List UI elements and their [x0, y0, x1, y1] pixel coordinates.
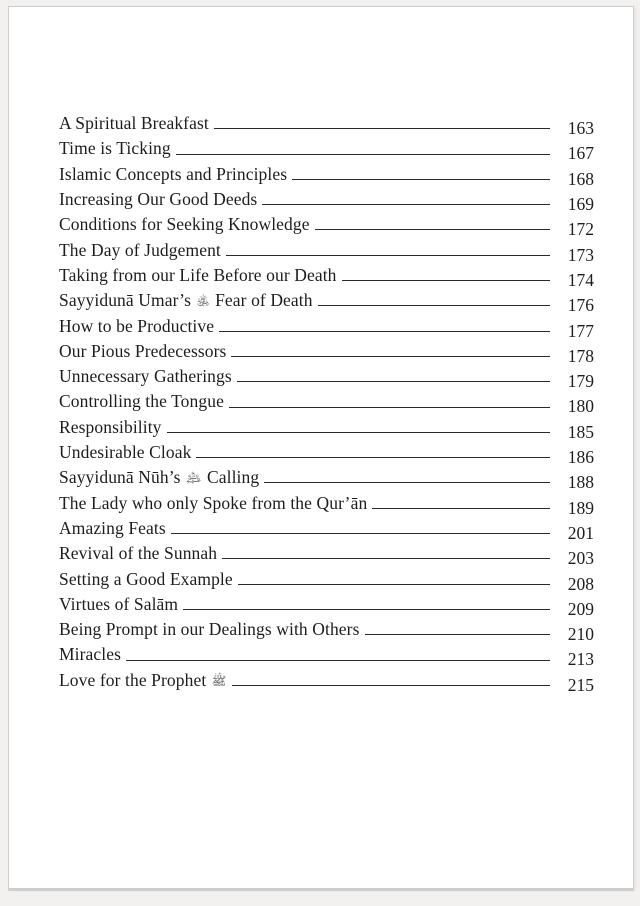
- entry-title: A Spiritual Breakfast: [59, 113, 209, 134]
- page-number: 178: [567, 345, 594, 366]
- entry-title: Islamic Concepts and Principles: [59, 163, 288, 184]
- leader-line: [214, 128, 550, 129]
- toc-entry: [59, 513, 594, 543]
- leader-line: [372, 508, 550, 509]
- leader-line: [237, 381, 550, 382]
- page-number: 176: [567, 295, 594, 316]
- toc-entry: [59, 487, 594, 518]
- toc-entry: [59, 538, 594, 569]
- toc-entry: [59, 462, 594, 493]
- toc-entry: [59, 589, 594, 619]
- page-number: 203: [567, 548, 594, 569]
- entry-title: Our Pious Predecessors: [59, 340, 227, 361]
- entry-title: Sayyidunā Nūh’s ﵇ Calling: [59, 467, 260, 488]
- page-number: 201: [567, 522, 594, 543]
- leader-line: [238, 584, 550, 585]
- toc-entry: [59, 310, 594, 341]
- entry-title: Responsibility: [59, 416, 162, 437]
- book-page: [8, 6, 634, 889]
- entry-title: The Day of Judgement: [59, 239, 221, 260]
- leader-line: [196, 457, 550, 458]
- entry-title: Conditions for Seeking Knowledge: [59, 214, 310, 235]
- toc-entry: [59, 285, 594, 316]
- page-number: 179: [567, 371, 594, 392]
- leader-line: [222, 558, 550, 559]
- leader-line: [231, 356, 550, 357]
- entry-title: Being Prompt in our Dealings with Others: [59, 619, 360, 640]
- page-number: 174: [567, 269, 594, 290]
- page-number: 167: [567, 143, 594, 164]
- toc-entry: [59, 260, 594, 290]
- page-number: 163: [567, 118, 594, 139]
- page-number: 209: [567, 598, 594, 619]
- page-number: 177: [567, 320, 594, 341]
- leader-line: [226, 255, 550, 256]
- toc-entry: [59, 639, 594, 670]
- leader-line: [219, 331, 550, 332]
- leader-line: [171, 533, 550, 534]
- toc-entry: [59, 209, 594, 240]
- entry-title: The Lady who only Spoke from the Qur’ān: [59, 492, 368, 513]
- leader-line: [365, 634, 551, 635]
- leader-line: [342, 280, 550, 281]
- toc-entry: [59, 614, 594, 645]
- page-number: 169: [567, 194, 594, 215]
- toc-entry: [59, 234, 594, 265]
- toc-entry: [59, 412, 594, 442]
- leader-line: [315, 229, 550, 230]
- page-number: 185: [567, 421, 594, 442]
- leader-line: [264, 482, 550, 483]
- toc-entry: [59, 184, 594, 215]
- page-number: 208: [567, 573, 594, 594]
- leader-line: [262, 204, 550, 205]
- toc-entry: [59, 563, 594, 594]
- entry-title: Controlling the Tongue: [59, 391, 224, 412]
- page-number: 180: [567, 396, 594, 417]
- leader-line: [229, 407, 550, 408]
- page-number: 213: [567, 649, 594, 670]
- entry-title: Time is Ticking: [59, 138, 171, 159]
- alayhis-salam-icon: ﵇: [186, 471, 202, 486]
- page-number: 172: [567, 219, 594, 240]
- entry-title: Increasing Our Good Deeds: [59, 189, 258, 210]
- leader-line: [183, 609, 550, 610]
- toc-entry: [59, 133, 594, 164]
- toc-entry: [59, 361, 594, 392]
- entry-title: Setting a Good Example: [59, 568, 233, 589]
- page-number: 189: [567, 497, 594, 518]
- leader-line: [167, 432, 550, 433]
- entry-title: Sayyidunā Umar’s ﵁ Fear of Death: [59, 290, 313, 311]
- leader-line: [176, 154, 550, 155]
- table-of-contents: [59, 108, 594, 695]
- sallallahu-alayhi-wasallam-icon: ﷺ: [211, 673, 227, 688]
- entry-title: Virtues of Salām: [59, 593, 179, 614]
- entry-title: Unnecessary Gatherings: [59, 366, 232, 387]
- entry-title: Revival of the Sunnah: [59, 543, 218, 564]
- page-number: 173: [567, 244, 594, 265]
- leader-line: [318, 305, 550, 306]
- toc-entry: [59, 159, 594, 189]
- toc-entry: [59, 437, 594, 468]
- entry-title: Undesirable Cloak: [59, 442, 192, 463]
- entry-title: Taking from our Life Before our Death: [59, 264, 337, 285]
- toc-entry: [59, 336, 594, 366]
- entry-title: Love for the Prophet ﷺ: [59, 669, 227, 690]
- toc-entry: [59, 665, 594, 695]
- page-number: 186: [567, 447, 594, 468]
- page-number: 188: [567, 472, 594, 493]
- entry-title: Amazing Feats: [59, 517, 166, 538]
- leader-line: [232, 685, 550, 686]
- entry-title: How to be Productive: [59, 315, 215, 336]
- radi-allahu-anhu-icon: ﵁: [196, 294, 210, 309]
- page-number: 168: [567, 168, 594, 189]
- entry-title: Miracles: [59, 644, 122, 665]
- toc-entry: [59, 386, 594, 417]
- leader-line: [126, 660, 550, 661]
- leader-line: [292, 179, 550, 180]
- page-number: 210: [567, 624, 594, 645]
- toc-entry: [59, 108, 594, 139]
- page-number: 215: [567, 674, 594, 695]
